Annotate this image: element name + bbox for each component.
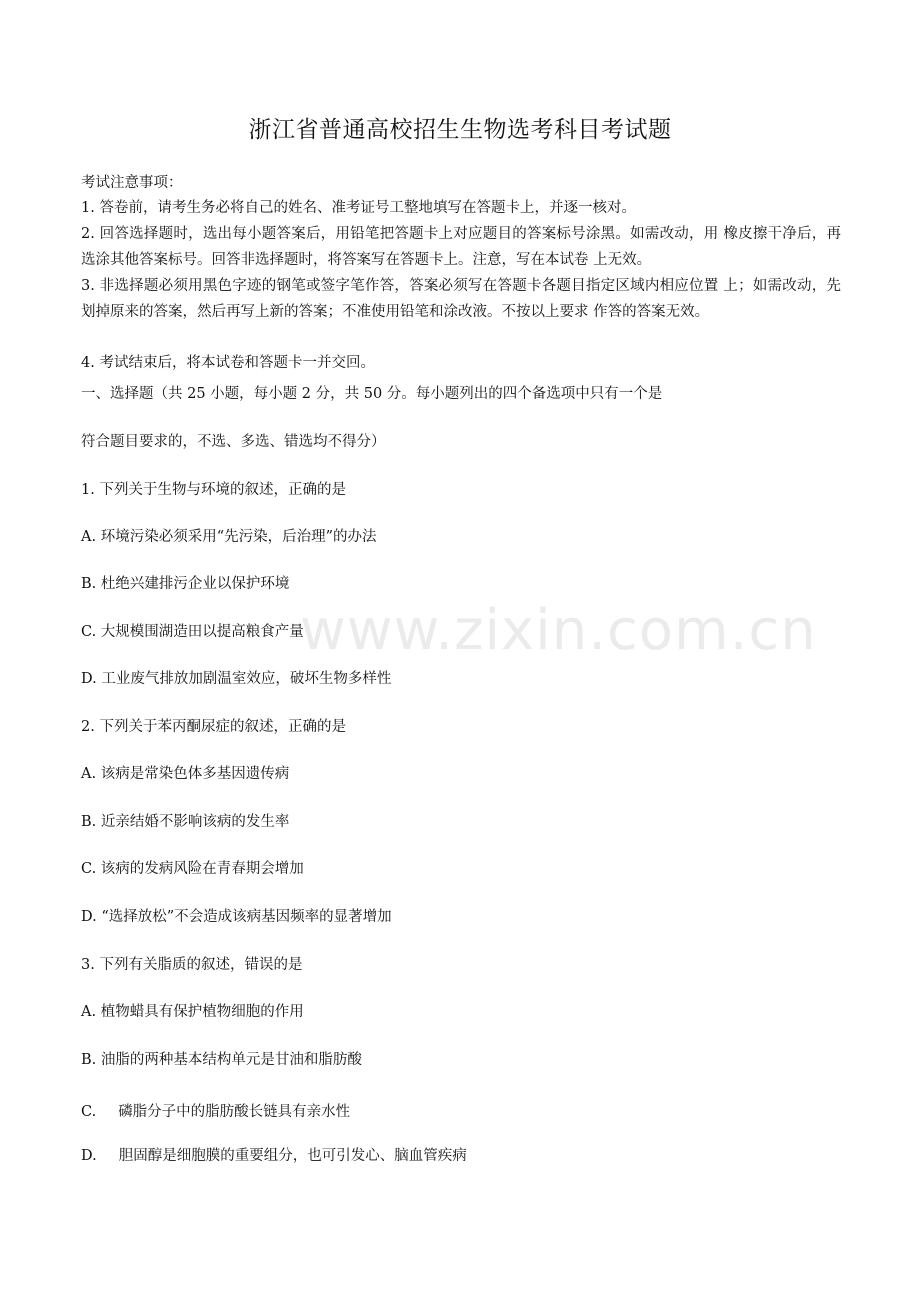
question-1-option-a: A. 环境污染必须采用“先污染，后治理”的办法 (81, 529, 377, 545)
question-2-option-a: A. 该病是常染色体多基因遗传病 (81, 766, 290, 782)
notice-item-1: 1. 答卷前，请考生务必将自己的姓名、准考证号工整地填写在答题卡上，并逐一核对。 (81, 200, 636, 216)
notice-item-2: 2. 回答选择题时，选出每小题答案后，用铅笔把答题卡上对应题目的答案标号涂黑。如需改动，用 橡皮擦干净后，再选涂其他答案标号。回答非选择题时，将答案写在答题卡上。注意，写在本试卷 上无效。 (81, 226, 841, 268)
question-3-option-a: A. 植物蜡具有保护植物细胞的作用 (81, 1004, 304, 1020)
question-3-stem: 3. 下列有关脂质的叙述，错误的是 (81, 957, 303, 973)
notice-header: 考试注意事项： (81, 175, 183, 191)
section-heading-line-1: 一、选择题（共 25 小题，每小题 2 分，共 50 分。每小题列出的四个备选项中只有一个是 (81, 386, 663, 402)
question-3-option-d (81, 1143, 841, 1169)
notice-item-4: 4. 考试结束后，将本试卷和答题卡一并交回。 (81, 355, 375, 371)
question-3-option-b: B. 油脂的两种基本结构单元是甘油和脂肪酸 (81, 1052, 362, 1068)
question-2-option-b: B. 近亲结婚不影响该病的发生率 (81, 814, 290, 830)
question-3-option-c (81, 1099, 841, 1125)
question-1-option-b: B. 杜绝兴建排污企业以保护环境 (81, 576, 290, 592)
question-1-option-c: C. 大规模围湖造田以提高粮食产量 (81, 624, 304, 640)
option-letter: C. (81, 1104, 97, 1120)
option-text: 磷脂分子中的脂肪酸长链具有亲水性 (118, 1104, 351, 1120)
option-text: 胆固醇是细胞膜的重要组分，也可引发心、脑血管疾病 (118, 1148, 467, 1164)
question-2-option-c: C. 该病的发病风险在青春期会增加 (81, 861, 304, 877)
notice-item-3: 3. 非选择题必须用黑色字迹的钢笔或签字笔作答，答案必须写在答题卡各题目指定区域内相应位置 上；如需改动，先划掉原来的答案，然后再写上新的答案；不准使用铅笔和涂改液。不按以上要求 作答的答案无效。 (81, 278, 841, 320)
watermark: www.zixin.com.cn (300, 598, 817, 663)
question-1-stem: 1. 下列关于生物与环境的叙述，正确的是 (81, 482, 346, 498)
option-letter: D. (81, 1148, 97, 1164)
question-1-option-d: D. 工业废气排放加剧温室效应，破坏生物多样性 (81, 671, 392, 687)
question-2-stem: 2. 下列关于苯丙酮尿症的叙述，正确的是 (81, 719, 346, 735)
question-2-option-d: D. “选择放松”不会造成该病基因频率的显著增加 (81, 909, 392, 925)
page-title: 浙江省普通高校招生生物选考科目考试题 (248, 117, 672, 143)
section-heading-line-2: 符合题目要求的，不选、多选、错选均不得分） (81, 434, 386, 450)
